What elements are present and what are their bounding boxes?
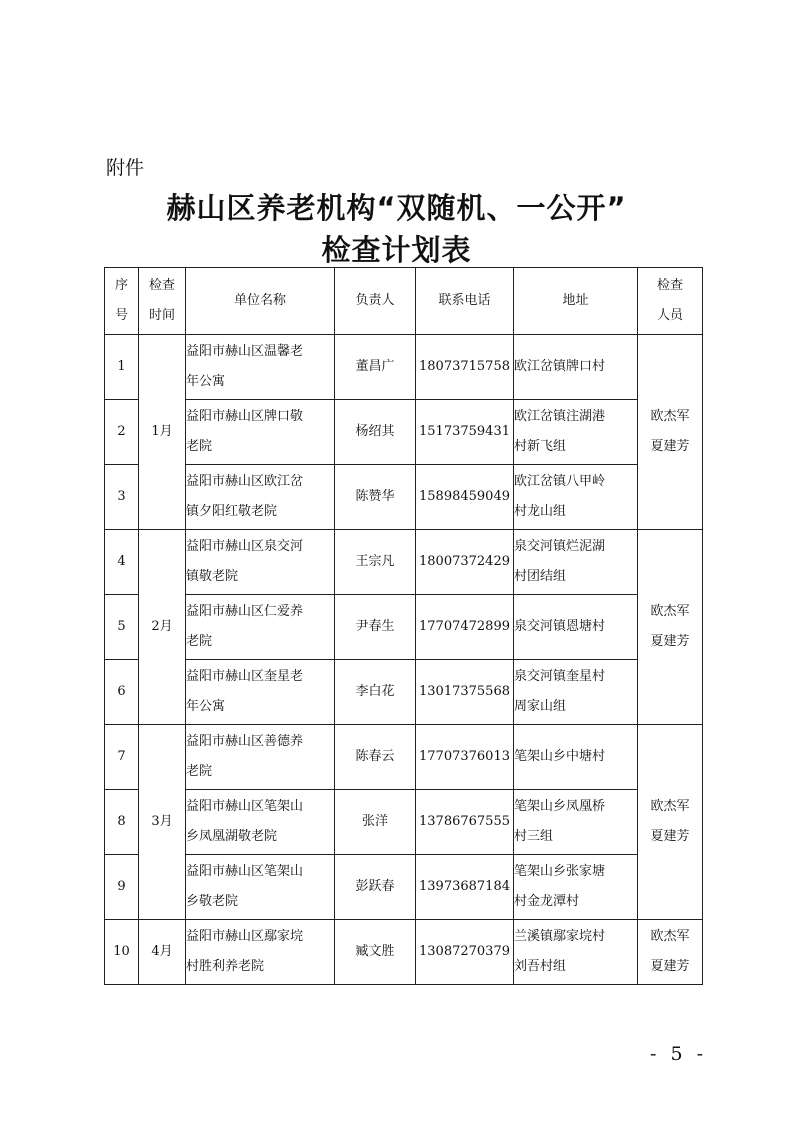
cell-address: 泉交河镇奎星村 周家山组 — [514, 660, 638, 725]
cell-unit: 益阳市赫山区牌口敬 老院 — [186, 400, 335, 465]
cell-phone: 18007372429 — [416, 530, 514, 595]
cell-person: 李白花 — [335, 660, 416, 725]
cell-seq: 10 — [105, 920, 139, 985]
cell-address: 兰溪镇鄢家垸村 刘吾村组 — [514, 920, 638, 985]
cell-seq: 1 — [105, 335, 139, 400]
cell-month: 1月 — [139, 335, 186, 530]
table-row — [105, 595, 703, 660]
cell-person: 臧文胜 — [335, 920, 416, 985]
cell-month: 2月 — [139, 530, 186, 725]
cell-month: 4月 — [139, 920, 186, 985]
table-row — [105, 725, 703, 790]
cell-address: 欧江岔镇注湖港 村新飞组 — [514, 400, 638, 465]
table-row — [105, 465, 703, 530]
table-row — [105, 790, 703, 855]
cell-seq: 9 — [105, 855, 139, 920]
cell-phone: 13786767555 — [416, 790, 514, 855]
inspection-plan-table — [104, 267, 703, 985]
cell-phone: 17707472899 — [416, 595, 514, 660]
cell-unit: 益阳市赫山区鄢家垸 村胜利养老院 — [186, 920, 335, 985]
table-row — [105, 660, 703, 725]
cell-unit: 益阳市赫山区温馨老 年公寓 — [186, 335, 335, 400]
cell-person: 彭跃春 — [335, 855, 416, 920]
cell-unit: 益阳市赫山区仁爱养 老院 — [186, 595, 335, 660]
cell-person: 陈春云 — [335, 725, 416, 790]
table-row — [105, 335, 703, 400]
cell-inspectors: 欧杰军 夏建芳 — [638, 725, 703, 920]
header-time: 检查 时间 — [139, 268, 186, 335]
cell-phone: 15173759431 — [416, 400, 514, 465]
header-seq: 序 号 — [105, 268, 139, 335]
header-unit: 单位名称 — [186, 268, 335, 335]
table-row — [105, 400, 703, 465]
cell-seq: 4 — [105, 530, 139, 595]
header-inspectors: 检查 人员 — [638, 268, 703, 335]
cell-phone: 13087270379 — [416, 920, 514, 985]
header-phone: 联系电话 — [416, 268, 514, 335]
document-title: 赫山区养老机构“双随机、一公开” — [166, 191, 627, 225]
cell-address: 笔架山乡中塘村 — [514, 725, 638, 790]
document-subtitle: 检查计划表 — [321, 233, 472, 267]
cell-person: 董昌广 — [335, 335, 416, 400]
header-person: 负责人 — [335, 268, 416, 335]
cell-seq: 7 — [105, 725, 139, 790]
cell-seq: 8 — [105, 790, 139, 855]
header-address: 地址 — [514, 268, 638, 335]
header-row — [105, 268, 703, 335]
cell-unit: 益阳市赫山区笔架山 乡敬老院 — [186, 855, 335, 920]
cell-unit: 益阳市赫山区善德养 老院 — [186, 725, 335, 790]
cell-unit: 益阳市赫山区泉交河 镇敬老院 — [186, 530, 335, 595]
cell-seq: 6 — [105, 660, 139, 725]
cell-person: 张洋 — [335, 790, 416, 855]
cell-person: 陈赞华 — [335, 465, 416, 530]
cell-inspectors: 欧杰军 夏建芳 — [638, 530, 703, 725]
cell-address: 泉交河镇恩塘村 — [514, 595, 638, 660]
cell-seq: 5 — [105, 595, 139, 660]
cell-phone: 18073715758 — [416, 335, 514, 400]
table-row — [105, 855, 703, 920]
cell-phone: 15898459049 — [416, 465, 514, 530]
attachment-label: 附件 — [106, 157, 145, 179]
cell-person: 王宗凡 — [335, 530, 416, 595]
cell-address: 欧江岔镇八甲岭 村龙山组 — [514, 465, 638, 530]
cell-address: 笔架山乡张家塘 村金龙潭村 — [514, 855, 638, 920]
page-number: - 5 - — [650, 1043, 708, 1065]
cell-phone: 13017375568 — [416, 660, 514, 725]
cell-phone: 17707376013 — [416, 725, 514, 790]
cell-person: 杨绍其 — [335, 400, 416, 465]
cell-phone: 13973687184 — [416, 855, 514, 920]
table-row — [105, 530, 703, 595]
cell-month: 3月 — [139, 725, 186, 920]
cell-seq: 2 — [105, 400, 139, 465]
cell-inspectors: 欧杰军 夏建芳 — [638, 335, 703, 530]
cell-person: 尹春生 — [335, 595, 416, 660]
cell-unit: 益阳市赫山区欧江岔 镇夕阳红敬老院 — [186, 465, 335, 530]
cell-address: 笔架山乡凤凰桥 村三组 — [514, 790, 638, 855]
cell-seq: 3 — [105, 465, 139, 530]
cell-unit: 益阳市赫山区奎星老 年公寓 — [186, 660, 335, 725]
table-row — [105, 920, 703, 985]
cell-unit: 益阳市赫山区笔架山 乡凤凰湖敬老院 — [186, 790, 335, 855]
cell-address: 泉交河镇烂泥湖 村团结组 — [514, 530, 638, 595]
cell-address: 欧江岔镇牌口村 — [514, 335, 638, 400]
cell-inspectors: 欧杰军 夏建芳 — [638, 920, 703, 985]
